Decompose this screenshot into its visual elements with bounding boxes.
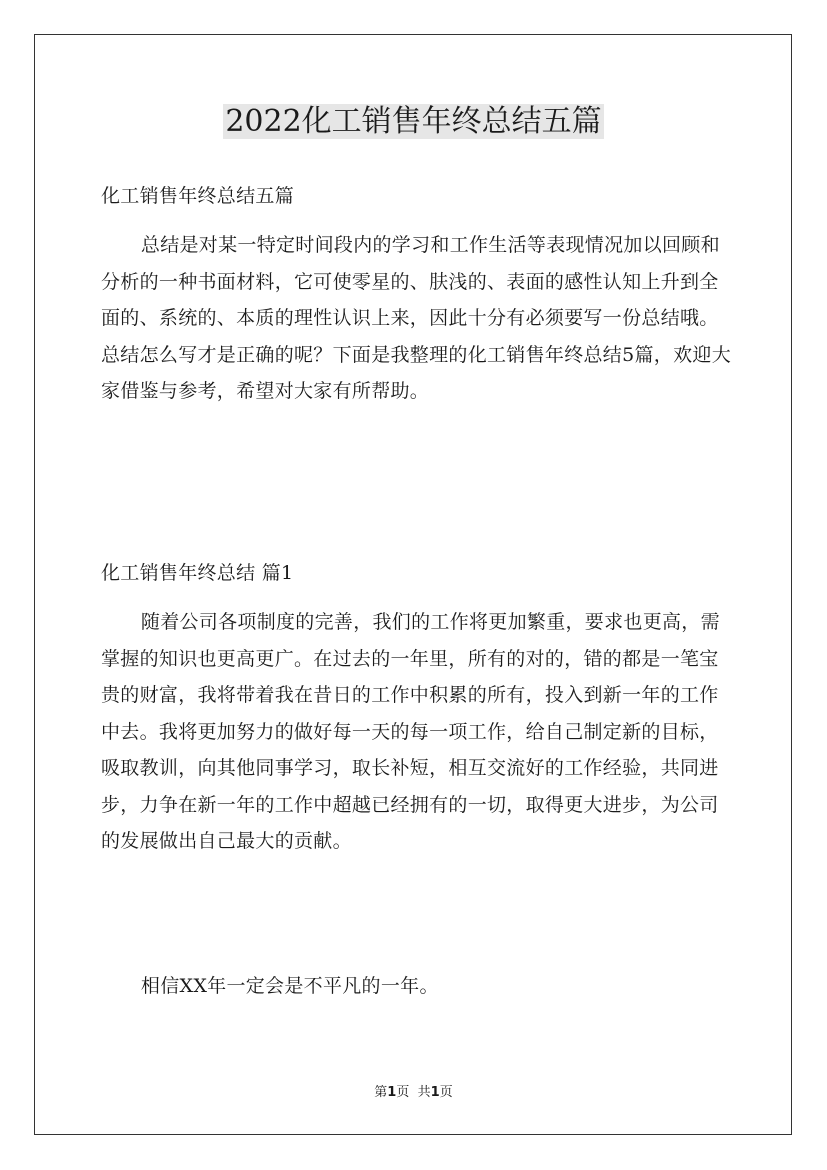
page-prefix: 第 <box>374 1085 388 1100</box>
page-number: 1 <box>387 1085 397 1100</box>
section-heading: 化工销售年终总结 篇1 <box>101 562 294 584</box>
document-subtitle: 化工销售年终总结五篇 <box>101 185 295 207</box>
page-footer <box>0 1085 827 1101</box>
section-paragraph-1: 随着公司各项制度的完善，我们的工作将更加繁重，要求也更高，需掌握的知识也更高更广。在过去的一年里，所有的对的，错的都是一笔宝贵的财富，我将带着我在昔日的工作中积累的所有，投入到新一年的工作中去。我将更加努力的做好每一天的每一项工作，给自己制定新的目标，吸取教训，向其他同事学习，取长补短，相互交流好的工作经验，共同进步，力争在新一年的工作中超越已经拥有的一切，取得更大进步，为公司的发展做出自己最大的贡献。 <box>101 611 720 852</box>
document-title <box>0 100 827 144</box>
page-suffix: 页 <box>396 1085 410 1100</box>
total-prefix: 共 <box>417 1085 431 1100</box>
document-title-text: 2022化工销售年终总结五篇 <box>225 104 602 139</box>
total-suffix: 页 <box>439 1085 453 1100</box>
section-paragraph-2: 相信XX年一定会是不平凡的一年。 <box>140 975 439 997</box>
total-pages: 1 <box>430 1085 440 1100</box>
intro-paragraph: 总结是对某一特定时间段内的学习和工作生活等表现情况加以回顾和分析的一种书面材料，它可使零星的、肤浅的、表面的感性认知上升到全面的、系统的、本质的理性认识上来，因此十分有必须要写一份总结哦。总结怎么写才是正确的呢？下面是我整理的化工销售年终总结5篇，欢迎大家借鉴与参考，希望对大家有所帮助。 <box>101 234 731 402</box>
